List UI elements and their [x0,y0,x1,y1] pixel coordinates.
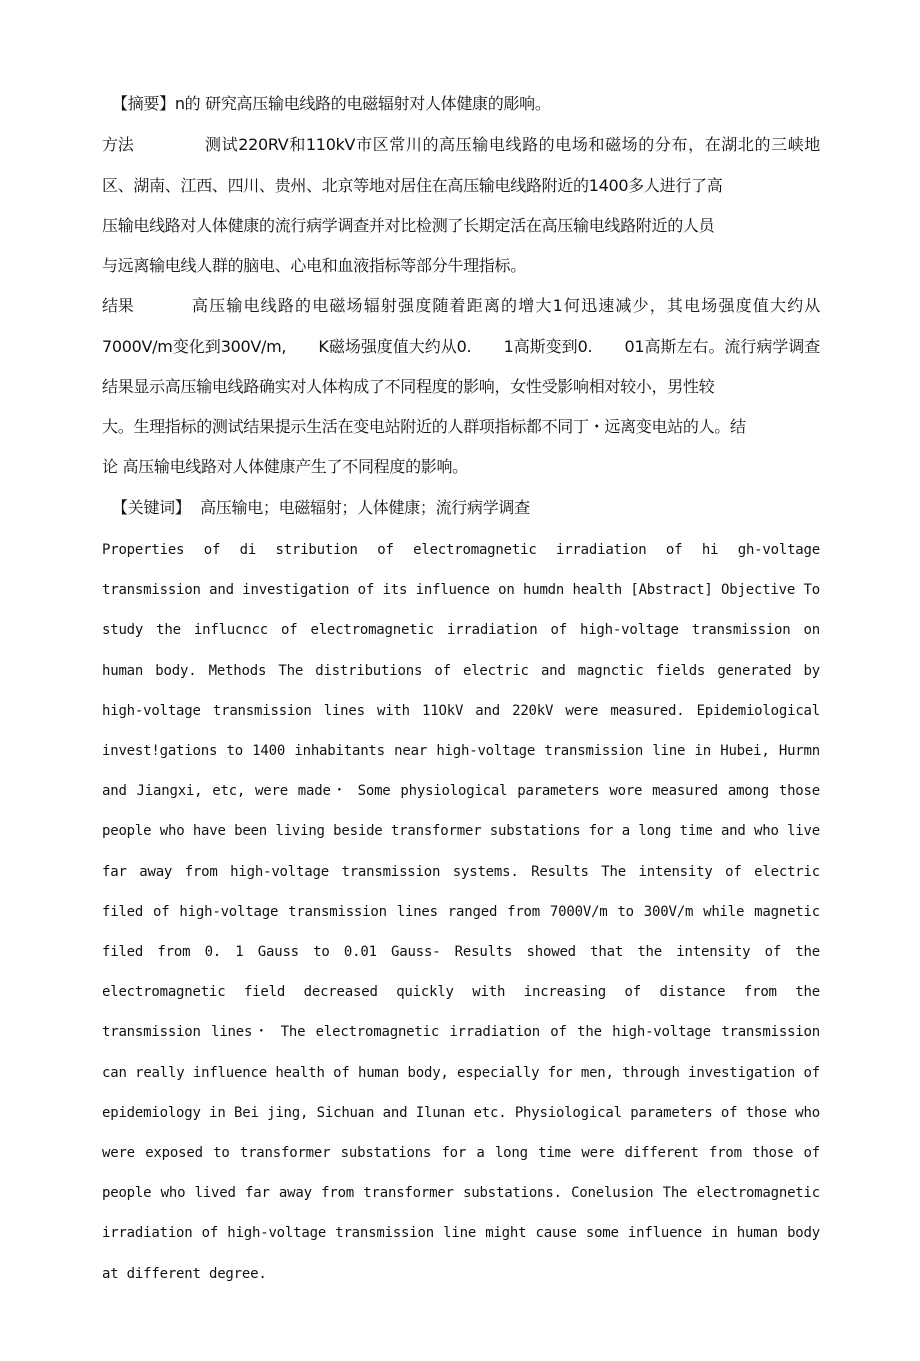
english-abstract-line: study the influcncc of electromagnetic irradiation of high-voltage transmission on [102,622,820,638]
methods-line: 区、湖南、江西、四川、贵州、北京等地对居住在高压输电线路附近的1400多人进行了高 [102,176,723,195]
results-label: 结果 [102,296,134,315]
methods-line: 与远离输电线人群的脑电、心电和血液指标等部分牛理指标。 [102,256,526,275]
english-abstract-line: epidemiology in Bei jing, Sichuan and Ilunan etc. Physiological parameters of those who [102,1105,820,1121]
summary-text: n的 研究高压输电线路的电磁辐射对人体健康的彫响。 [174,94,551,113]
keywords-line [112,498,530,518]
english-abstract-line: at different degree. [102,1266,267,1282]
english-abstract-line: far away from high-voltage transmission systems. Results The intensity of electric [102,864,820,880]
keywords-label: 【关键词】 [112,498,191,517]
english-abstract-line: invest!gations to 1400 inhabitants near high-voltage transmission line in Hubei, Hurmn [102,743,820,759]
results-line: 论 高压输电线路对人体健康产生了不同程度的影响。 [102,457,468,476]
english-abstract-line: Properties of di stribution of electromagnetic irradiation of hi gh-voltage [102,542,820,558]
english-abstract-line: can really influence health of human body, especially for men, through investigation of [102,1065,820,1081]
english-abstract-line: irradiation of high-voltage transmission line might cause some influence in human body [102,1225,820,1241]
english-abstract-line: people who have been living beside transformer substations for a long time and who live [102,823,820,839]
results-line: 高压输电线路的电磁场辐射强度随着距离的增大1何迅速减少，其电场强度值大约从 [192,296,820,315]
english-abstract-line: human body. Methods The distributions of electric and magnctic fields generated by [102,663,820,679]
methods-line: 压输电线路对人体健康的流行病学调查并对比检测了长期定活在高压输电线路附近的人员 [102,216,715,235]
english-abstract-line: electromagnetic field decreased quickly with increasing of distance from the [102,984,820,1000]
english-abstract-line: high-voltage transmission lines with 11OkV and 220kV were measured. Epidemiological [102,703,820,719]
english-abstract-line: filed of high-voltage transmission lines ranged from 7000V/m to 300V/m while magnetic [102,904,820,920]
english-abstract-line: filed from 0. 1 Gauss to 0.01 Gauss- Results showed that the intensity of the [102,944,820,960]
results-line: 大。生理指标的测试结果提示生活在变电站附近的人群项指标都不同丁・远离变电站的人。结 [102,417,746,436]
english-abstract-line: transmission and investigation of its influence on humdn health [Abstract] Objective To [102,582,820,598]
methods-label: 方法 [102,135,134,154]
english-abstract-line: and Jiangxi, etc, were made・ Some physiological parameters wore measured among those [102,783,820,799]
results-line: 7000V/m变化到300V/m, K磁场强度值大约从0. 1高斯变到0. 01高斯左右。流行病学调查 [102,337,820,356]
summary-label: 【摘要】 [112,94,175,113]
results-line: 结果显示高压输电线路确实对人体构成了不同程度的影响，女性受影响相对较小，男性较 [102,377,715,396]
methods-line: 测试220RV和110kV市区常川的高压输电线路的电场和磁场的分布，在湖北的三峡地 [205,135,820,154]
keywords-text: 高压输电；电磁辐射；人体健康；流行病学调查 [200,498,530,517]
english-abstract-line: people who lived far away from transformer substations. Conelusion The electromagnetic [102,1185,820,1201]
abstract-summary-line [112,94,551,114]
english-abstract-line: were exposed to transformer substations for a long time were different from those of [102,1145,820,1161]
english-abstract-line: transmission lines・ The electromagnetic irradiation of the high-voltage transmission [102,1024,820,1040]
